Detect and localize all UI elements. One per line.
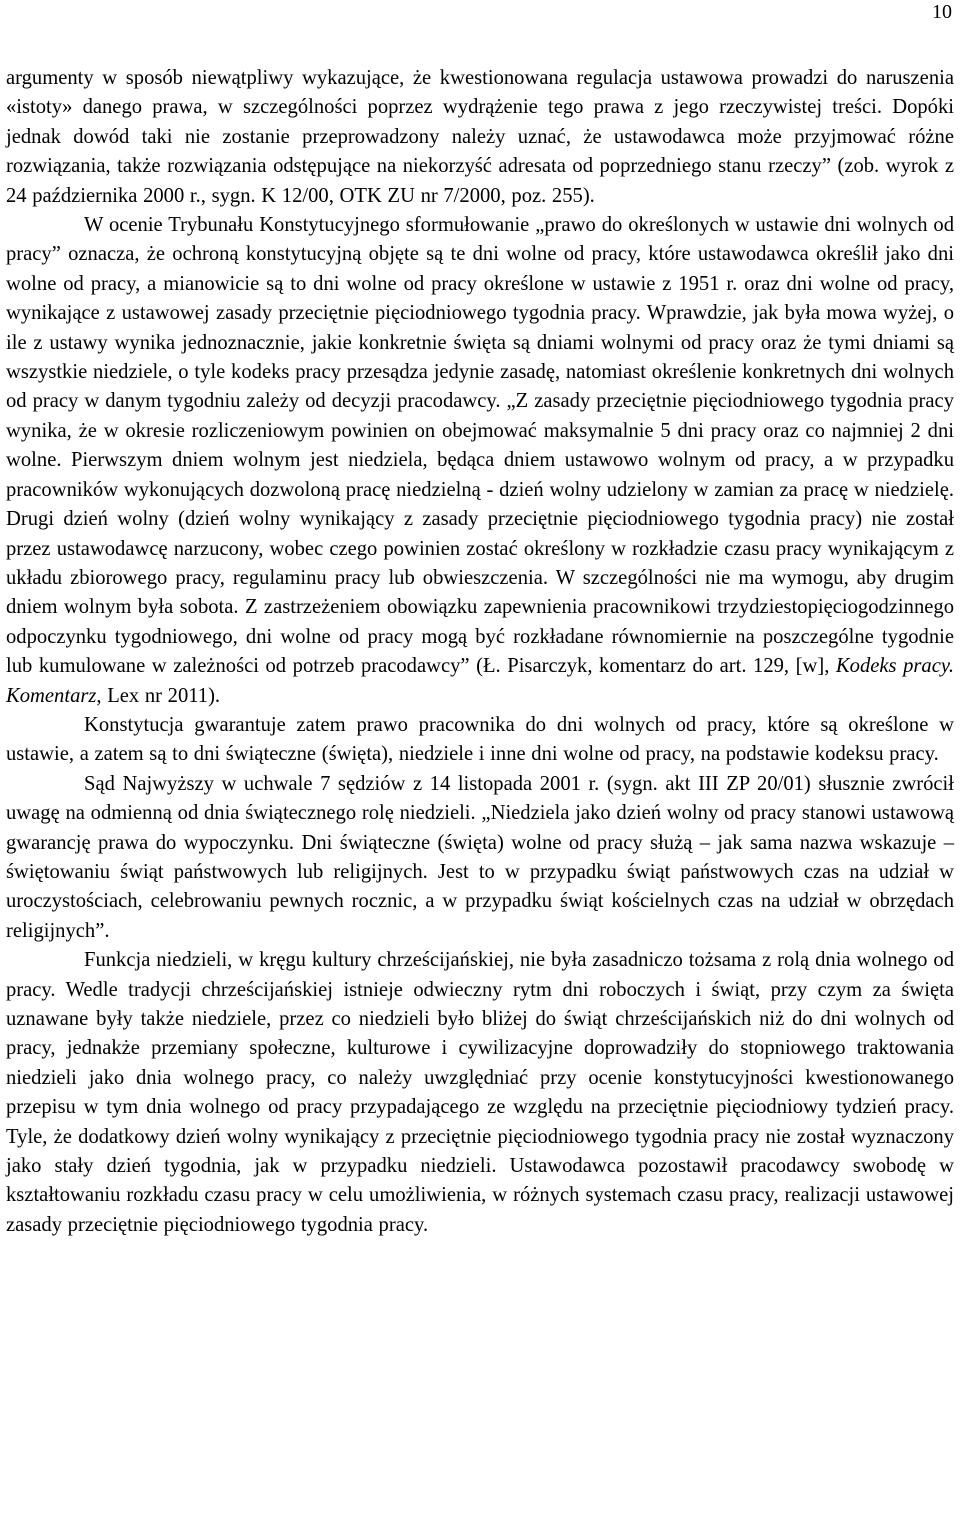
paragraph-3 [6, 711, 954, 770]
paragraph-text: Sąd Najwyższy w uchwale 7 sędziów z 14 listopada 2001 r. (sygn. akt III ZP 20/01) słusznie zwrócił uwagę na odmienną od dnia świątecznego rolę niedzieli. „Niedziela jako dzień wolny od pracy stanowi ustawową gwarancję prawa do wypoczynku. Dni świąteczne (święta) wolne od pracy służą – jak sama nazwa wskazuje – świętowaniu świąt państwowych lub religijnych. Jest to w przypadku świąt państwowych czas na udział w uroczystościach, celebrowaniu pewnych rocznic, a w przypadku świąt kościelnych czas na udział w obrzędach religijnych”. [6, 772, 954, 942]
citation-title: Kodeks pracy. Komentarz [6, 655, 954, 707]
paragraph-text: W ocenie Trybunału Konstytucyjnego sformułowanie „prawo do określonych w ustawie dni wolnych od pracy” oznacza, że ochroną konstytucyjną objęte są te dni wolne od pracy, które ustawodawca określił jako dni wolne od pracy, a mianowicie są to dni wolne od pracy określone w ustawie z 1951 r. oraz dni wolne od pracy, wynikające z ustawowej zasady przeciętnie pięciodniowego tygodnia pracy. Wprawdzie, jak była mowa wyżej, o ile z ustawy wynika jednoznacznie, jakie konkretnie święta są dniami wolnymi od pracy oraz że tymi dniami są wszystkie niedziele, o tyle kodeks pracy przesądza jedynie zasadę, natomiast określenie konkretnych dni wolnych od pracy w danym tygodniu zależy od decyzji pracodawcy. „Z zasady przeciętnie pięciodniowego tygodnia pracy wynika, że w okresie rozliczeniowym powinien on obejmować maksymalnie 5 dni pracy oraz co najmniej 2 dni wolne. Pierwszym dniem wolnym jest niedziela, będąca dniem ustawowo wolnym od pracy, a w przypadku pracowników wykonujących dozwoloną pracę niedzielną - dzień wolny udzielony w zamian za pracę w niedzielę. Drugi dzień wolny (dzień wolny wynikający z zasady przeciętnie pięciodniowego tygodnia pracy) nie został przez ustawodawcę narzucony, wobec czego powinien zostać określony w rozkładzie czasu pracy wynikającym z układu zbiorowego pracy, regulaminu pracy lub obwieszczenia. W szczególności nie ma wymogu, aby drugim dniem wolnym była sobota. Z zastrzeżeniem obowiązku zapewnienia pracownikowi trzydziestopięciogodzinnego odpoczynku tygodniowego, dni wolne od pracy mogą być rozkładane równomiernie na poszczególne tygodnie lub kumulowane w zależności od potrzeb pracodawcy” (Ł. Pisarczyk, komentarz do art. 129, [w], [6, 214, 954, 678]
paragraph-2 [6, 211, 954, 711]
paragraph-1 [6, 64, 954, 211]
page-number: 10 [932, 1, 952, 23]
paragraph-text: Funkcja niedzieli, w kręgu kultury chrześcijańskiej, nie była zasadniczo tożsama z rolą dnia wolnego od pracy. Wedle tradycji chrześcijańskiej istnieje odwieczny rytm dni roboczych i świąt, przy czym za święta uznawane były także niedziele, przez co niedzieli było bliżej do świąt chrześcijańskich niż do dni wolnych od pracy, jednakże przemiany społeczne, kulturowe i cywilizacyjne doprowadziły do stopniowego traktowania niedzieli jako dnia wolnego pracy, co należy uwzględniać przy ocenie konstytucyjności kwestionowanego przepisu w tym dnia wolnego od pracy przypadającego ze względu na przeciętnie pięciodniowy tydzień pracy. Tyle, że dodatkowy dzień wolny wynikający z przeciętnie pięciodniowego tygodnia pracy nie został wyznaczony jako stały dzień tygodnia, jak w przypadku niedzieli. Ustawodawca pozostawił pracodawcy swobodę w kształtowaniu rozkładu czasu pracy w celu umożliwienia, w różnych systemach czasu pracy, realizacji ustawowej zasady przeciętnie pięciodniowego tygodnia pracy. [6, 949, 954, 1236]
paragraph-text: Konstytucja gwarantuje zatem prawo pracownika do dni wolnych od pracy, które są określone w ustawie, a zatem są to dni świąteczne (święta), niedziele i inne dni wolne od pracy, na podstawie kodeksu pracy. [6, 713, 954, 766]
paragraph-4 [6, 770, 954, 946]
document-body [6, 64, 954, 1240]
paragraph-text: , Lex nr 2011). [96, 684, 221, 707]
paragraph-text: argumenty w sposób niewątpliwy wykazujące, że kwestionowana regulacja ustawowa prowadzi do naruszenia «istoty» danego prawa, w szczególności poprzez wydrążenie tego prawa z jego rzeczywistej treści. Dopóki jednak dowód taki nie zostanie przeprowadzony należy uznać, że ustawodawca może przyjmować różne rozwiązania, także rozwiązania odstępujące na niekorzyść adresata od poprzedniego stanu rzeczy” (zob. wyrok z 24 października 2000 r., sygn. K 12/00, OTK ZU nr 7/2000, poz. 255). [6, 67, 954, 207]
paragraph-5 [6, 946, 954, 1240]
